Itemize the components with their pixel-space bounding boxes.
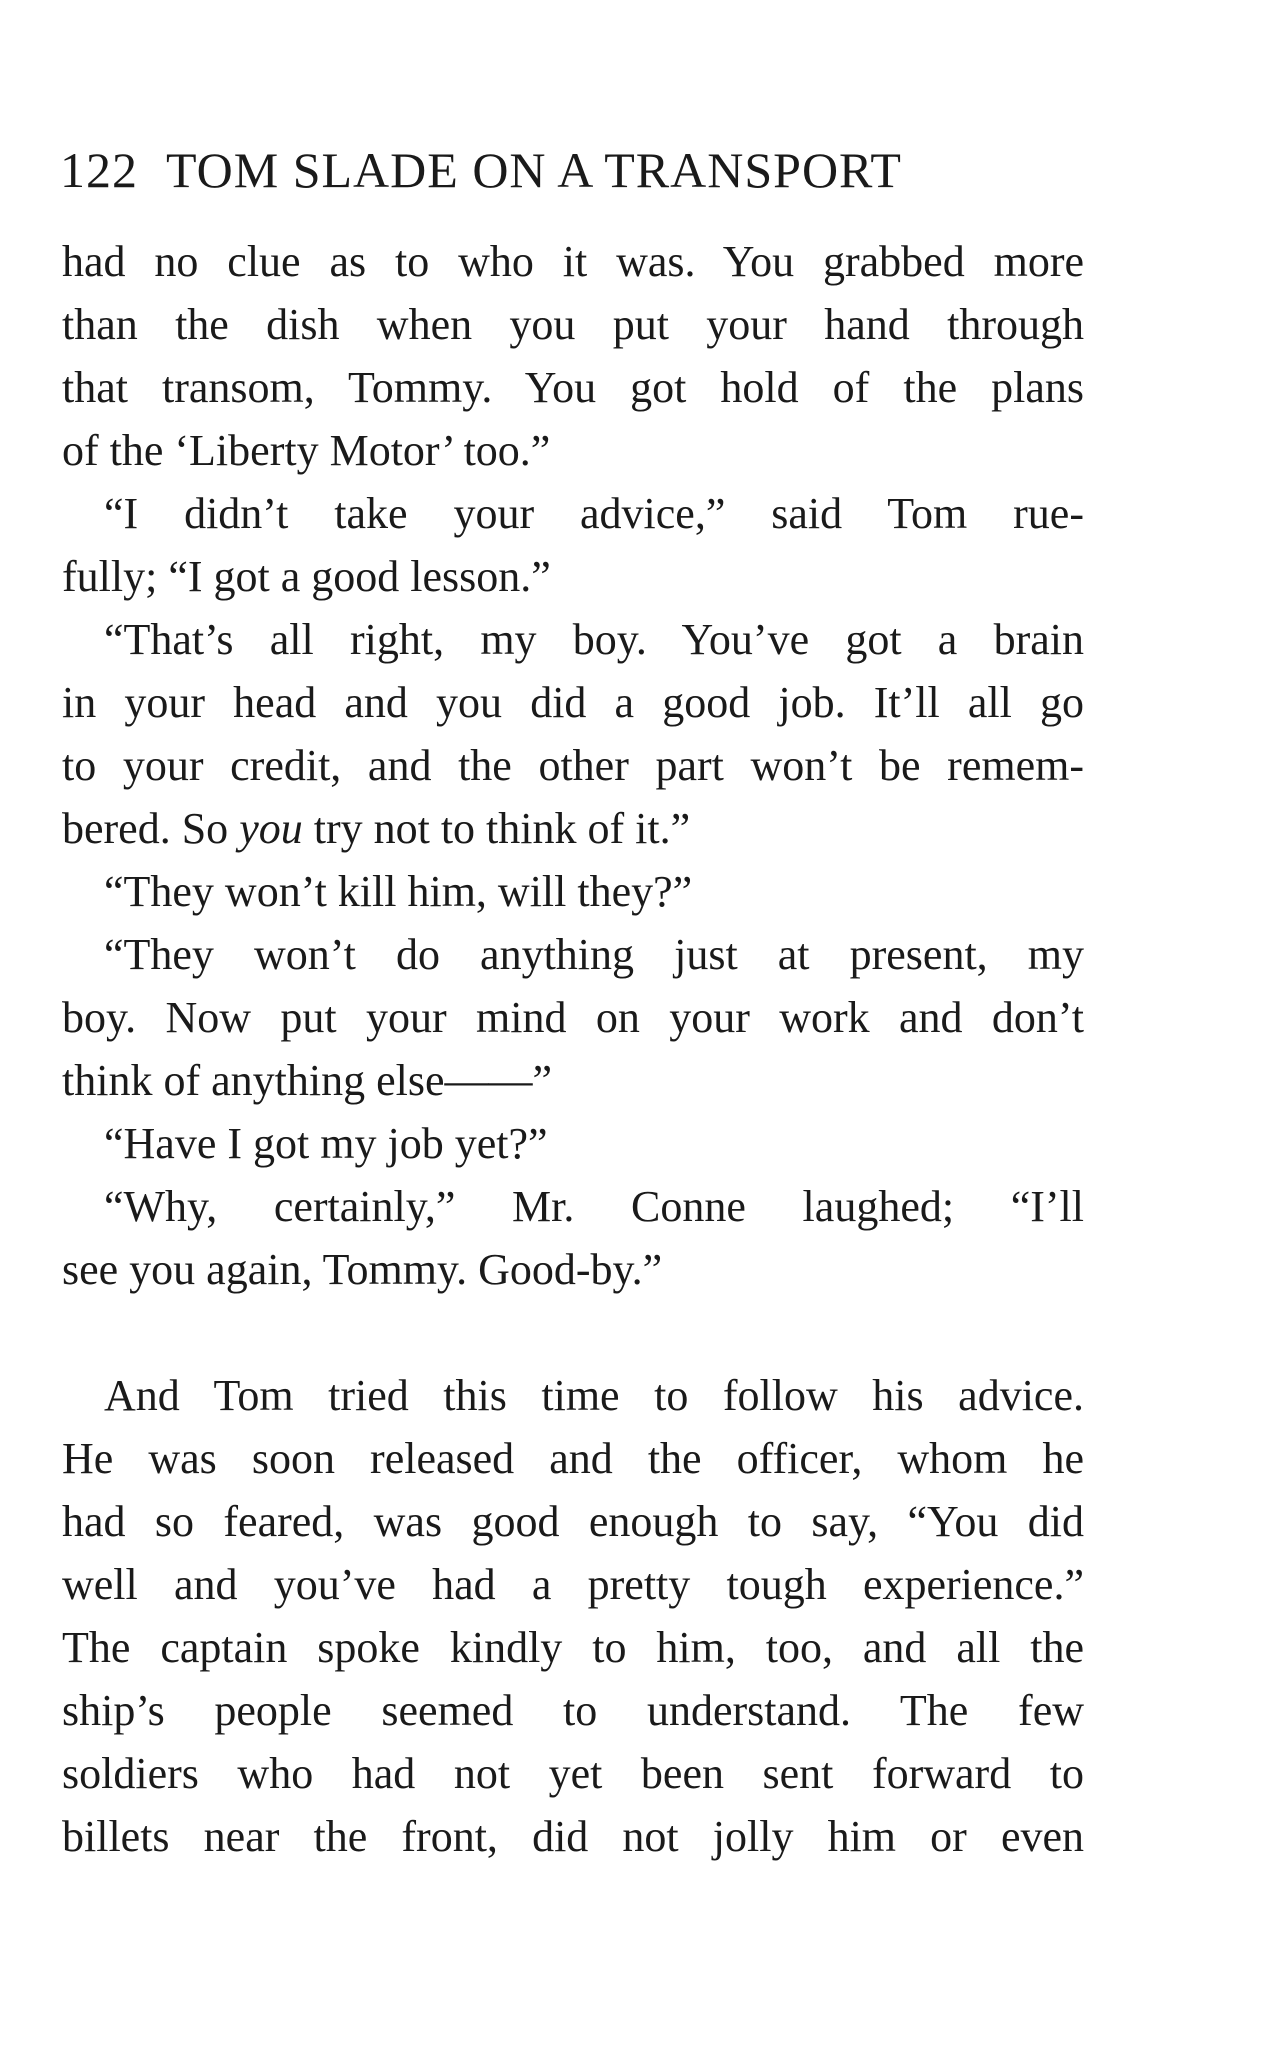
text-line: “They won’t kill him, will they?” — [104, 867, 693, 916]
text-line: that transom, Tommy. You got hold of the plans — [62, 363, 1084, 412]
text-line: ship’s people seemed to understand. The few — [62, 1686, 1084, 1735]
text-line: “Have I got my job yet?” — [104, 1119, 548, 1168]
text-line: “They won’t do anything just at present, my — [104, 930, 1084, 979]
text-line: had so feared, was good enough to say, “You did — [62, 1497, 1084, 1546]
text-line: well and you’ve had a pretty tough experience.” — [62, 1560, 1084, 1609]
text-line: billets near the front, did not jolly him or even — [62, 1812, 1084, 1861]
page-number: 122 — [60, 142, 138, 198]
text-line: to your credit, and the other part won’t be remem- — [62, 741, 1084, 790]
text-line: had no clue as to who it was. You grabbed more — [62, 237, 1084, 286]
text-line: of the ‘Liberty Motor’ too.” — [62, 426, 551, 475]
text-line: soldiers who had not yet been sent forward to — [62, 1749, 1084, 1798]
section-break — [62, 1301, 1084, 1364]
text-line: “I didn’t take your advice,” said Tom rue- — [104, 489, 1084, 538]
text-line: “That’s all right, my boy. You’ve got a brain — [104, 615, 1084, 664]
text-line: He was soon released and the officer, whom he — [62, 1434, 1084, 1483]
italic-word: you — [239, 804, 303, 853]
book-title: TOM SLADE ON A TRANSPORT — [166, 142, 902, 198]
running-head — [60, 140, 1100, 200]
text-line: think of anything else——” — [62, 1056, 553, 1105]
text-line: The captain spoke kindly to him, too, and all the — [62, 1623, 1084, 1672]
text-line: “Why, certainly,” Mr. Conne laughed; “I’ll — [104, 1182, 1084, 1231]
text-line: boy. Now put your mind on your work and don’t — [62, 993, 1084, 1042]
text-line — [62, 797, 1084, 860]
text-line: in your head and you did a good job. It’ll all go — [62, 678, 1084, 727]
text-line: And Tom tried this time to follow his advice. — [104, 1371, 1084, 1420]
text-fragment: try not to think of it.” — [302, 804, 691, 853]
text-line: fully; “I got a good lesson.” — [62, 552, 551, 601]
text-line: than the dish when you put your hand through — [62, 300, 1084, 349]
text-fragment: bered. So — [62, 804, 240, 853]
body-text — [62, 230, 1084, 1868]
text-line: see you again, Tommy. Good-by.” — [62, 1245, 663, 1294]
